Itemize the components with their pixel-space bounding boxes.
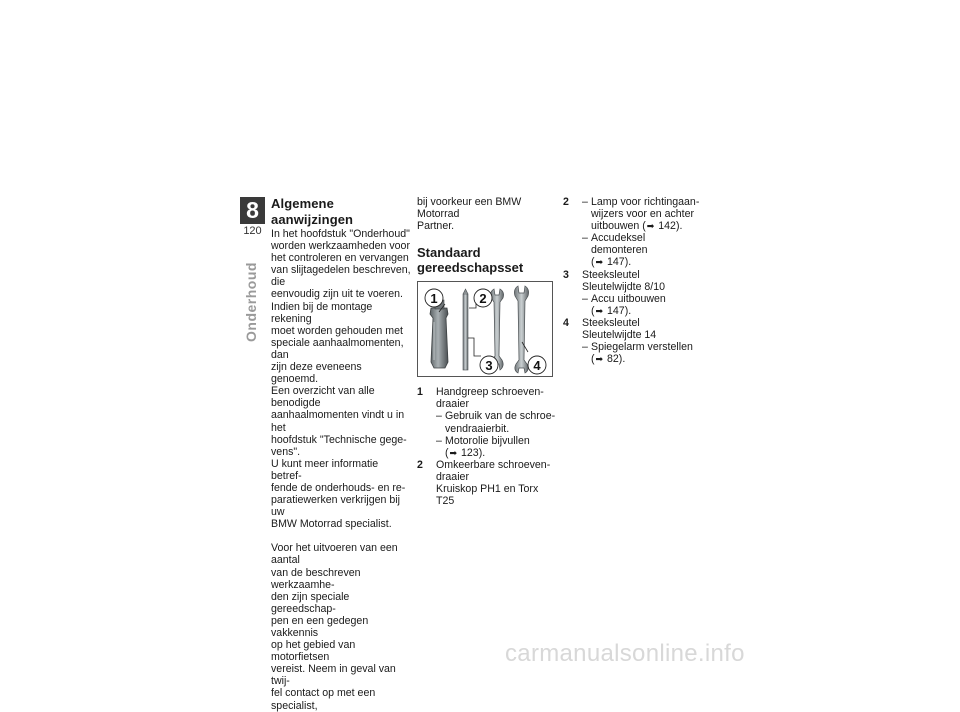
tool-item-number: 4 xyxy=(563,316,569,329)
callout-3 xyxy=(480,356,498,374)
tool-use-text: vendraaierbit. xyxy=(445,422,510,435)
text-line: vereist. Neem in geval van twij- xyxy=(271,663,396,688)
screwdriver-handle-icon xyxy=(430,300,448,368)
tool-item-number: 3 xyxy=(563,268,569,281)
text-line: U kunt meer informatie betref- xyxy=(271,457,379,482)
tool-item-text: Handgreep schroeven- xyxy=(436,386,544,399)
column-2 xyxy=(417,196,557,507)
tool-item xyxy=(563,196,703,269)
text-line: Indien bij de montage rekening xyxy=(271,300,373,325)
svg-text:3: 3 xyxy=(485,358,493,374)
text-line: Standaard xyxy=(417,245,481,261)
callout-4 xyxy=(528,356,546,374)
tool-item-text: Steeksleutel xyxy=(582,268,640,281)
page-ref[interactable]: (➡ 123). xyxy=(445,446,486,459)
text-line: BMW Motorrad specialist. xyxy=(271,518,392,531)
text-line: eenvoudig zijn uit te voeren. xyxy=(271,288,403,301)
tool-item-number: 2 xyxy=(417,458,423,471)
tool-item xyxy=(563,269,703,317)
tool-item-number: 2 xyxy=(563,196,569,208)
tool-use xyxy=(582,232,703,268)
tool-use xyxy=(436,435,557,459)
tool-use-text: wijzers voor en achter xyxy=(591,208,695,221)
text-line: speciale aanhaalmomenten, dan xyxy=(271,336,404,361)
svg-text:2: 2 xyxy=(479,291,487,307)
column-1 xyxy=(271,196,411,712)
tool-item-text: Kruiskop PH1 en Torx T25 xyxy=(436,483,539,508)
text-line: aanhaalmomenten vindt u in het xyxy=(271,409,405,434)
tool-item-uses xyxy=(582,293,703,317)
callout-1 xyxy=(425,289,443,307)
text-line: van slijtagedelen beschreven, die xyxy=(271,264,411,289)
tool-item-text: Steeksleutel xyxy=(582,316,640,329)
tool-use xyxy=(582,341,703,365)
text-line: fende de onderhouds- en re- xyxy=(271,481,406,494)
text-line: gereedschapsset xyxy=(417,260,524,276)
page-ref[interactable]: (➡ 147). xyxy=(591,256,632,269)
page-ref[interactable]: (➡ 82). xyxy=(591,353,626,366)
tool-item-uses xyxy=(436,410,557,458)
wrench-14-icon xyxy=(514,286,528,373)
text-line: In het hoofdstuk "Onderhoud" xyxy=(271,228,410,240)
text-line: Voor het uitvoeren van een aantal xyxy=(271,542,398,567)
page-ref-arrow-icon: ➡ xyxy=(449,447,458,458)
page-ref[interactable]: (➡ 147). xyxy=(591,304,632,317)
tool-use-text: – Accudeksel demonteren xyxy=(591,232,648,257)
tool-use xyxy=(436,410,557,434)
text-line: paratiewerken verkrijgen bij uw xyxy=(271,494,400,519)
paragraph-continuation xyxy=(417,196,557,232)
tool-item-text: Sleutelwijdte 14 xyxy=(582,329,657,342)
text-line: worden werkzaamheden voor xyxy=(271,240,410,253)
svg-text:1: 1 xyxy=(430,291,438,307)
text-line: het controleren en vervangen xyxy=(271,252,409,265)
text-line: hoofdstuk "Technische gege- xyxy=(271,433,407,446)
toolkit-illustration xyxy=(418,282,552,376)
text-line: van de beschreven werkzaamhe- xyxy=(271,566,361,591)
text-line: op het gebied van motorfietsen xyxy=(271,639,356,664)
toolkit-list-a xyxy=(417,386,557,507)
tool-use-text: uitbouwen (➡ 142). xyxy=(591,220,683,233)
callout-2 xyxy=(474,289,492,307)
page-ref-arrow-icon: ➡ xyxy=(595,257,604,268)
text-line: Een overzicht van alle benodigde xyxy=(271,385,375,410)
tool-use-text: – Spiegelarm verstellen xyxy=(591,341,693,354)
section-title-general: Algemene aanwijzingen xyxy=(271,196,354,227)
tool-item-number: 1 xyxy=(417,386,423,399)
tool-item-text: draaier xyxy=(436,398,469,411)
tool-item-text: draaier xyxy=(436,470,469,483)
tool-item-text: Omkeerbare schroeven- xyxy=(436,458,551,471)
page-ref-arrow-icon: ➡ xyxy=(595,354,604,365)
column-3 xyxy=(563,196,703,365)
tool-item xyxy=(563,317,703,365)
paragraph-general-1 xyxy=(271,228,411,530)
tool-use-text: – Accu uitbouwen xyxy=(591,292,666,305)
paragraph-general-2 xyxy=(271,542,411,711)
chapter-side-title: Onderhoud xyxy=(243,262,259,342)
text-line: Partner. xyxy=(417,220,455,233)
text-line: vens". xyxy=(271,445,301,458)
text-line: fel contact op met een specialist, xyxy=(271,687,376,712)
tool-item-uses xyxy=(582,341,703,365)
page-ref-arrow-icon: ➡ xyxy=(646,221,655,232)
page-ref-arrow-icon: ➡ xyxy=(595,305,604,316)
text-line: bij voorkeur een BMW Motorrad xyxy=(417,196,522,221)
reversible-screwdriver-icon xyxy=(463,289,468,370)
section-title-toolkit xyxy=(417,245,557,275)
svg-text:4: 4 xyxy=(533,358,541,374)
tool-use-text: – Lamp voor richtingaan- xyxy=(591,196,700,208)
text-line: moet worden gehouden met xyxy=(271,324,403,337)
tool-use-text: – Gebruik van de schroe- xyxy=(445,410,556,423)
text-line: pen en een gedegen vakkennis xyxy=(271,614,369,639)
page-number: 120 xyxy=(243,225,262,237)
tool-item-text: Sleutelwijdte 8/10 xyxy=(582,280,666,293)
tool-item-uses xyxy=(582,196,703,269)
tool-item xyxy=(417,386,557,459)
text-line: den zijn speciale gereedschap- xyxy=(271,590,350,615)
tool-use xyxy=(582,293,703,317)
text-line: zijn deze eveneens genoemd. xyxy=(271,361,362,386)
toolkit-figure xyxy=(417,281,553,377)
tool-item xyxy=(417,459,557,507)
toolkit-list-b xyxy=(563,196,703,365)
tool-use xyxy=(582,196,703,232)
tool-use-text: – Motorolie bijvullen xyxy=(445,434,530,447)
page-ref[interactable]: 142). xyxy=(655,220,683,233)
watermark: carmanualsonline.info xyxy=(505,640,745,667)
chapter-number-badge: 8 xyxy=(240,197,265,224)
